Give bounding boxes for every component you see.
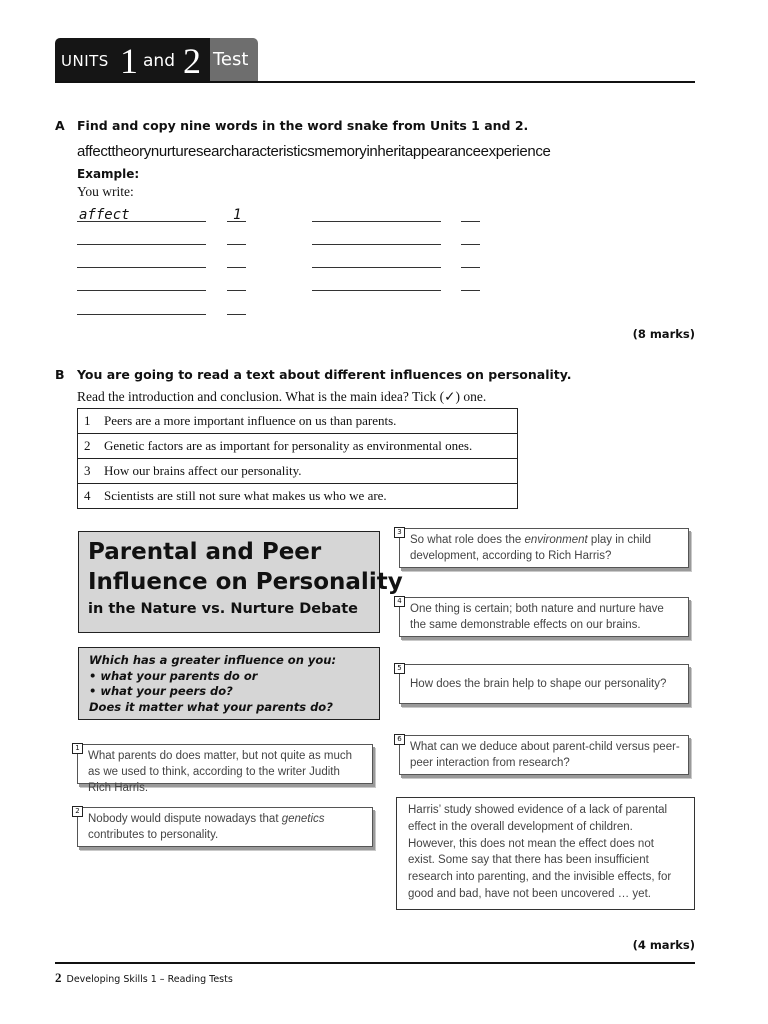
section-a-letter: A (55, 118, 65, 133)
section-b-letter: B (55, 367, 65, 382)
answer-word-blank[interactable] (77, 244, 206, 245)
option-row[interactable] (78, 409, 518, 434)
answer-count-blank[interactable] (227, 221, 246, 222)
snippet-4-text: One thing is certain; both nature and nurture have the same demonstrable effects on our brains. (410, 603, 664, 631)
snippet-3-emphasis: environment (524, 534, 588, 546)
article-title-line2: Influence on Personality (88, 569, 403, 595)
answer-word-blank[interactable] (77, 267, 206, 268)
snippet-5-text: How does the brain help to shape our personality? (410, 678, 667, 690)
snippet-3-number: 3 (394, 527, 405, 538)
snippet-6-number: 6 (394, 734, 405, 745)
footer-rule (55, 962, 695, 964)
answer-count-blank[interactable] (227, 290, 246, 291)
option-row[interactable] (78, 459, 518, 484)
snippet-1-number: 1 (72, 743, 83, 754)
header-rule (55, 81, 695, 83)
answer-count-blank[interactable] (461, 267, 480, 268)
header-number-two: 2 (183, 41, 201, 81)
answer-word-blank[interactable] (312, 267, 441, 268)
snippet-2-text-b: contributes to personality. (88, 829, 219, 841)
snippet-2[interactable] (77, 807, 373, 847)
snippet-3-text-a: So what role does the (410, 534, 525, 546)
word-snake: affecttheorynurturesearcharacteristicsmemoryinheritappearanceexperience (77, 143, 551, 160)
answer-word-blank[interactable] (312, 244, 441, 245)
example-label: Example: (77, 167, 140, 181)
answer-count-blank[interactable] (227, 267, 246, 268)
answer-count-blank[interactable] (227, 244, 246, 245)
snippet-1[interactable] (77, 744, 373, 794)
answer-word-blank[interactable] (77, 290, 206, 291)
snippet-4[interactable] (399, 597, 689, 637)
answer-count-blank[interactable] (461, 221, 480, 222)
option-number: 2 (84, 438, 91, 453)
section-a-instruction: Find and copy nine words in the word snake from Units 1 and 2. (77, 118, 529, 133)
snippet-4-number: 4 (394, 596, 405, 607)
options-table (77, 408, 518, 509)
footer (55, 970, 233, 986)
header-units-label: UNITS (61, 52, 109, 70)
option-row[interactable] (78, 484, 518, 509)
option-row[interactable] (78, 434, 518, 459)
answer-count-blank[interactable] (227, 314, 246, 315)
answer-count-blank[interactable] (461, 244, 480, 245)
intro-question: Which has a greater influence on you: (89, 653, 337, 667)
option-number: 3 (84, 463, 91, 478)
answer-count-blank[interactable] (461, 290, 480, 291)
section-b-subinstruction: Read the introduction and conclusion. What is the main idea? Tick (✓) one. (77, 389, 487, 404)
section-a-marks: (8 marks) (632, 327, 695, 341)
conclusion-text: Harris’ study showed evidence of a lack of parental effect in the overall development of children. However, this does not mean the effect does not exist. Some say that there has been insufficient research into parenting, and the invisible effects, for good and bad, have not been uncovered … yet. (408, 804, 672, 900)
option-text: How our brains affect our personality. (104, 463, 302, 478)
snippet-3[interactable] (399, 528, 689, 568)
section-b-marks: (4 marks) (632, 938, 695, 952)
snippet-2-emphasis: genetics (281, 813, 325, 825)
header-number-one: 1 (120, 41, 138, 81)
answer-word-blank[interactable] (77, 221, 206, 222)
section-b-instruction: You are going to read a text about different influences on personality. (77, 367, 572, 382)
snippet-5-number: 5 (394, 663, 405, 674)
snippet-3-text-b: play in child development, according to Rich Harris? (410, 534, 652, 562)
snippet-5[interactable] (399, 664, 689, 704)
option-number: 1 (84, 413, 91, 428)
snippet-6[interactable] (399, 735, 689, 775)
intro-question: Does it matter what your parents do? (89, 699, 333, 714)
you-write-label: You write: (77, 184, 134, 199)
article-title-line1: Parental and Peer (88, 539, 322, 565)
example-count: 1 (233, 207, 242, 223)
header-test-label: Test (213, 49, 249, 70)
snippet-6-text: What can we deduce about parent-child versus peer-peer interaction from research? (410, 741, 680, 769)
snippet-2-number: 2 (72, 806, 83, 817)
answer-word-blank[interactable] (77, 314, 206, 315)
article-title (88, 537, 403, 597)
answer-word-blank[interactable] (312, 290, 441, 291)
example-word: affect (79, 207, 130, 223)
option-text: Peers are a more important influence on us than parents. (104, 413, 397, 428)
snippet-2-text-a: Nobody would dispute nowadays that (88, 813, 282, 825)
snippet-1-text: What parents do does matter, but not quite as much as we used to think, according to the writer Judith Rich Harris. (88, 750, 353, 794)
article-subtitle: in the Nature vs. Nurture Debate (88, 601, 359, 617)
page-number: 2 (55, 970, 62, 985)
option-text: Scientists are still not sure what makes us who we are. (104, 488, 387, 503)
intro-question: • what your parents do or (89, 668, 258, 683)
header-and-label: and (143, 51, 175, 71)
conclusion-box (396, 797, 695, 910)
footer-text: Developing Skills 1 – Reading Tests (66, 974, 233, 985)
intro-question: • what your peers do? (89, 684, 233, 698)
option-text: Genetic factors are as important for personality as environmental ones. (104, 438, 473, 453)
option-number: 4 (84, 488, 91, 503)
answer-word-blank[interactable] (312, 221, 441, 222)
intro-questions-box (78, 647, 380, 720)
